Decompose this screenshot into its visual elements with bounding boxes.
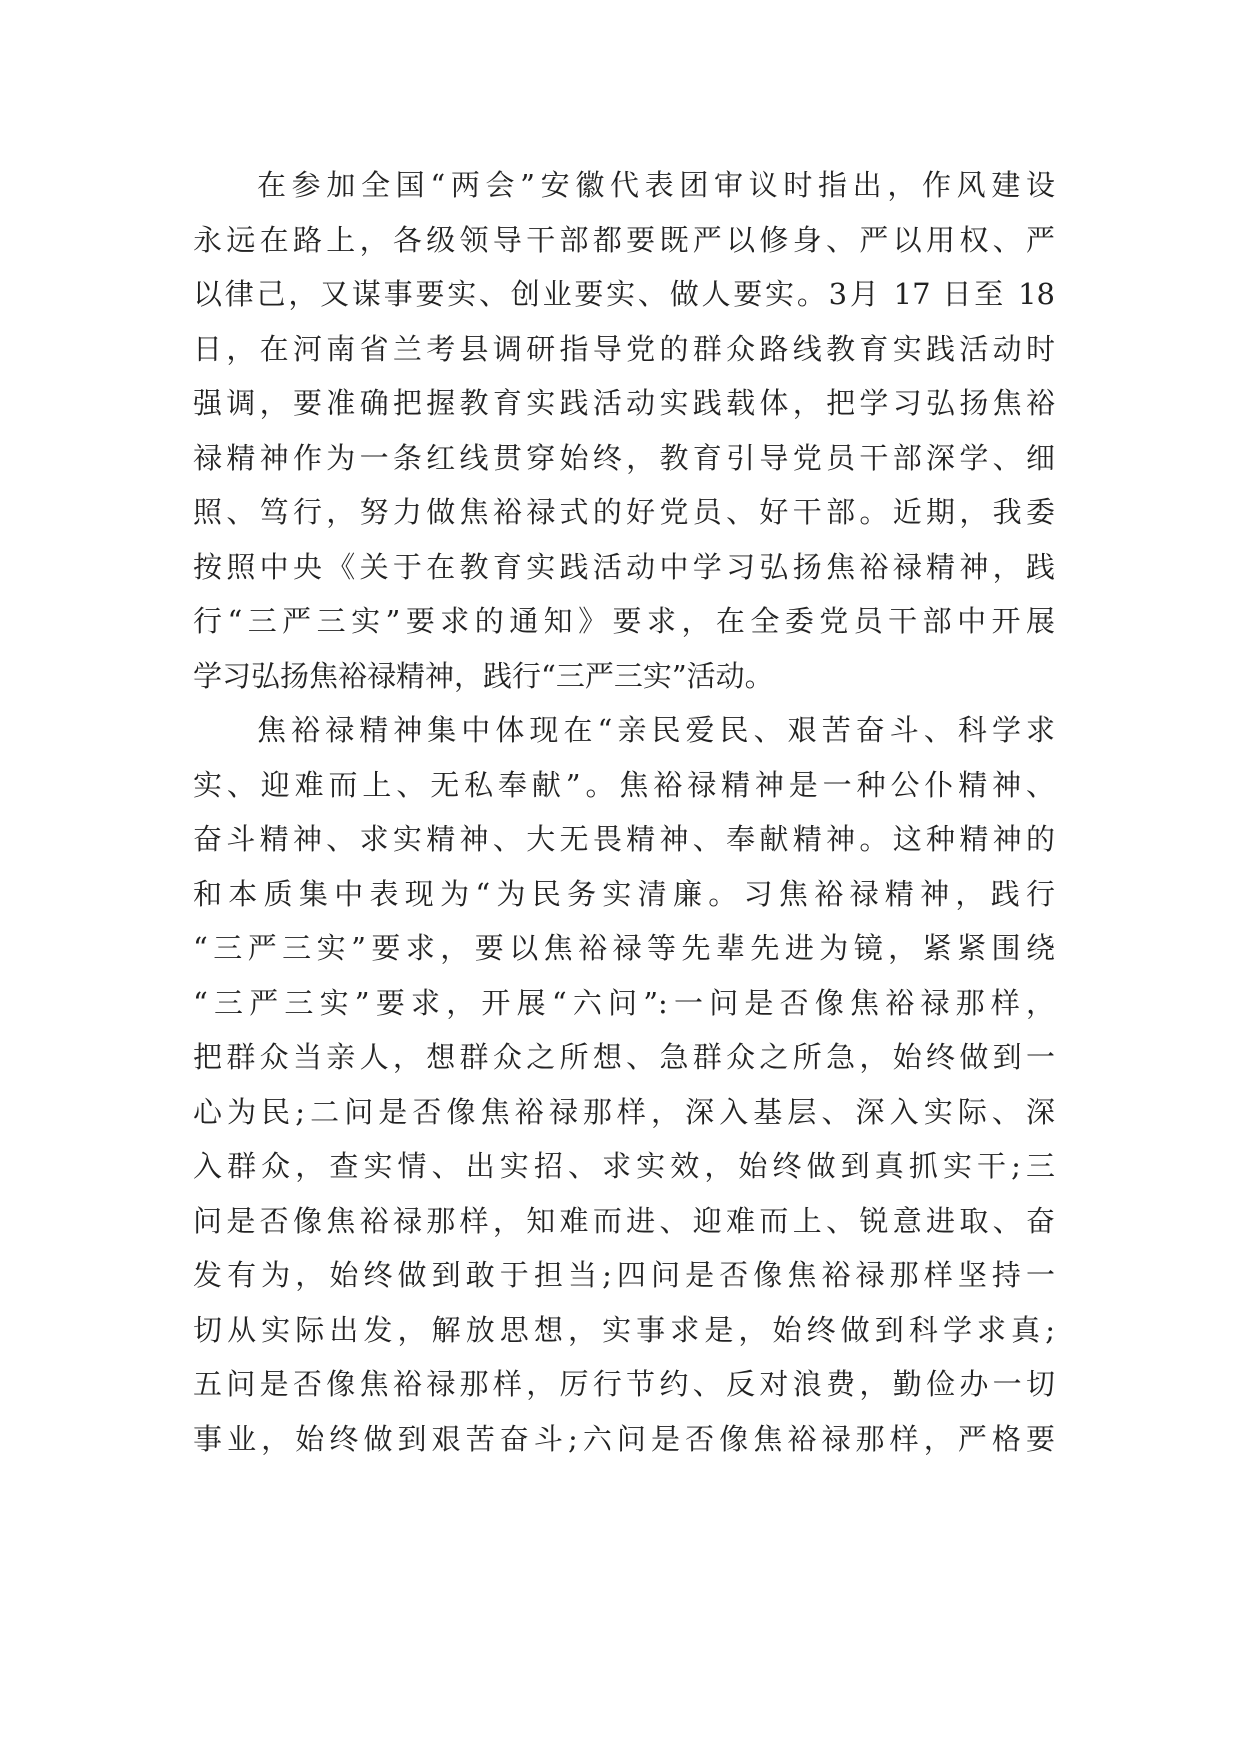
text-line: “三严三实”要求，要以焦裕禄等先辈先进为镜，紧紧围绕 (193, 931, 1055, 965)
text-line: 入群众，查实情、出实招、求实效，始终做到真抓实干;三 (193, 1149, 1055, 1183)
text-line: 学习弘扬焦裕禄精神，践行“三严三实”活动。 (193, 658, 774, 693)
text-line: 焦裕禄精神集中体现在“亲民爱民、艰苦奋斗、科学求 (257, 713, 1055, 747)
text-line: 和本质集中表现为“为民务实清廉。习焦裕禄精神，践行 (193, 876, 1055, 911)
text-line: 发有为，始终做到敢于担当;四问是否像焦裕禄那样坚持一 (193, 1258, 1055, 1292)
text-line: 日，在河南省兰考县调研指导党的群众路线教育实践活动时 (193, 331, 1055, 366)
text-line: 永远在路上，各级领导干部都要既严以修身、严以用权、严 (193, 222, 1055, 257)
text-line: 五问是否像焦裕禄那样，厉行节约、反对浪费，勤俭办一切 (193, 1367, 1055, 1401)
document-body (193, 158, 1055, 1466)
text-line: 切从实际出发，解放思想，实事求是，始终做到科学求真; (193, 1312, 1055, 1347)
text-line: “三严三实”要求，开展“六问”:一问是否像焦裕禄那样， (193, 985, 1055, 1020)
text-line: 在参加全国“两会”安徽代表团审议时指出，作风建设 (257, 168, 1055, 202)
text-line: 问是否像焦裕禄那样，知难而进、迎难而上、锐意进取、奋 (193, 1203, 1055, 1238)
text-line: 禄精神作为一条红线贯穿始终，教育引导党员干部深学、细 (193, 440, 1055, 475)
text-line: 强调，要准确把握教育实践活动实践载体，把学习弘扬焦裕 (193, 386, 1055, 420)
text-line: 行“三严三实”要求的通知》要求，在全委党员干部中开展 (193, 604, 1055, 638)
text-line: 照、笃行，努力做焦裕禄式的好党员、好干部。近期，我委 (193, 495, 1055, 529)
text-line: 按照中央《关于在教育实践活动中学习弘扬焦裕禄精神，践 (193, 549, 1055, 584)
text-line: 心为民;二问是否像焦裕禄那样，深入基层、深入实际、深 (193, 1094, 1055, 1129)
text-line: 以律己，又谋事要实、创业要实、做人要实。3月 17 日至 18 (193, 277, 1055, 311)
text-line: 实、迎难而上、无私奉献”。焦裕禄精神是一种公仆精神、 (193, 767, 1055, 802)
text-line: 事业，始终做到艰苦奋斗;六问是否像焦裕禄那样，严格要 (193, 1421, 1055, 1456)
text-line: 奋斗精神、求实精神、大无畏精神、奉献精神。这种精神的 (193, 822, 1055, 856)
text-line: 把群众当亲人，想群众之所想、急群众之所急，始终做到一 (193, 1040, 1055, 1074)
